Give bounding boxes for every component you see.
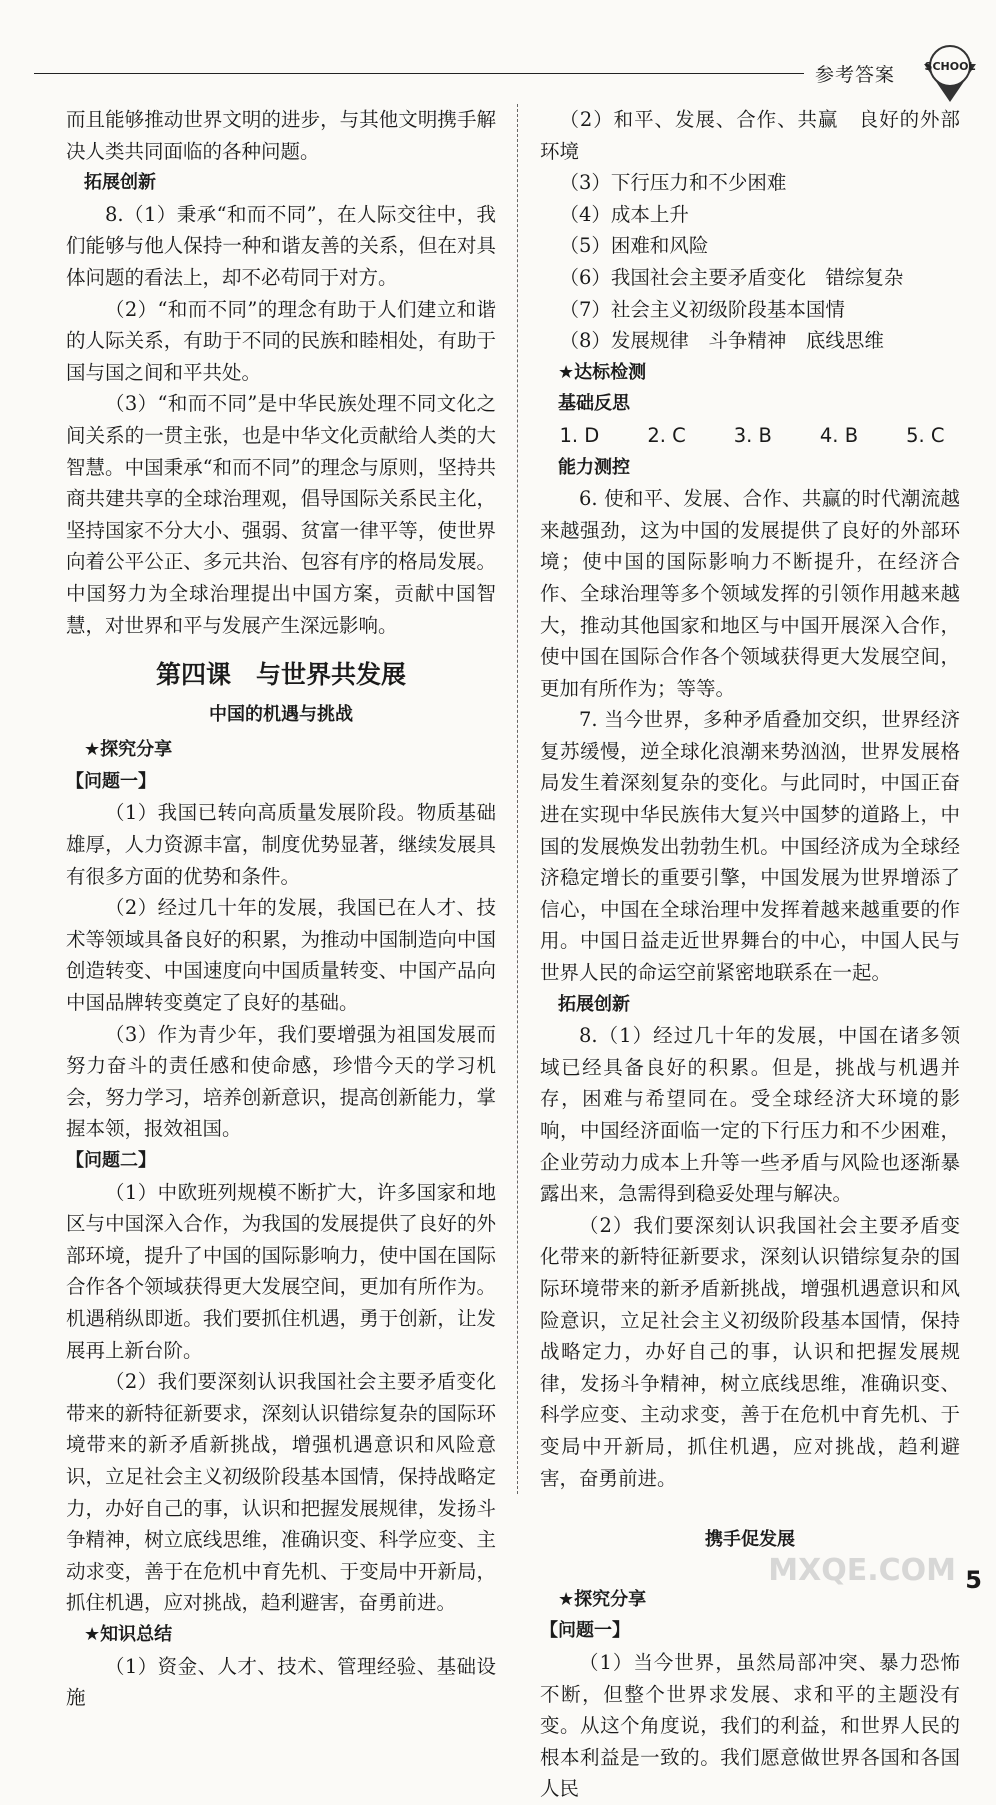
left-column xyxy=(66,104,496,1714)
section-title: 携手促发展 xyxy=(705,1529,795,1551)
question-label: 【问题二】 xyxy=(66,1150,156,1171)
paragraph: （3）作为青少年，我们要增强为祖国发展而努力奋斗的责任感和使命感，珍惜今天的学习机会，努力学习，培养创新意识，提高创新能力，掌握本领，报效祖国。 xyxy=(66,1022,496,1141)
paragraph: （1）中欧班列规模不断扩大，许多国家和地区与中国深入合作，为我国的发展提供了良好的外部环境，提升了中国的国际影响力，使中国在国际合作各个领域获得更大发展空间，更加有所作为。机遇稍纵即逝。我们要抓住机遇，勇于创新，让发展再上新台阶。 xyxy=(66,1180,496,1362)
list-item: （8）发展规律 斗争精神 底线思维 xyxy=(559,329,884,353)
section-title: 中国的机遇与挑战 xyxy=(209,703,353,725)
paragraph: （2）“和而不同”的理念有助于人们建立和谐的人际关系，有助于不同的民族和睦相处，有助于国与国之间和平共处。 xyxy=(66,297,496,384)
subheading: ★达标检测 xyxy=(558,361,647,383)
question-label: 【问题一】 xyxy=(66,770,156,792)
paragraph: （2）经过几十年的发展，我国已在人才、技术等领域具备良好的积累，为推动中国制造向中国创造转变、中国速度向中国质量转变、中国产品向中国品牌转变奠定了良好的基础。 xyxy=(66,896,496,1015)
header-title: 参考答案 xyxy=(815,64,896,86)
list-item: （6）我国社会主要矛盾变化 错综复杂 xyxy=(559,265,904,289)
paragraph: （1）资金、人才、技术、管理经验、基础设施 xyxy=(66,1654,496,1710)
paragraph: 6. 使和平、发展、合作、共赢的时代潮流越来越强劲，这为中国的发展提供了良好的外部环境；使中国的国际影响力不断提升，在经济合作、全球治理等多个领域发挥的引领作用越来越大，推动其他国家和地区与中国开展深入合作，使中国在国际合作各个领域获得更大发展空间，更加有所作为；等等。 xyxy=(540,487,960,700)
lesson-title: 第四课 与世界共发展 xyxy=(155,660,406,690)
answer: 1. D xyxy=(559,423,600,447)
answer: 2. C xyxy=(647,423,686,447)
answer: 3. B xyxy=(733,423,772,447)
list-item: （4）成本上升 xyxy=(559,202,689,226)
logo-text: SCHOOL xyxy=(924,60,976,73)
header-rule xyxy=(34,73,804,74)
paragraph: 8.（1）秉承“和而不同”，在人际交往中，我们能够与他人保持一种和谐友善的关系，但在对具体问题的看法上，却不必苟同于对方。 xyxy=(66,202,496,289)
list-item: （5）困难和风险 xyxy=(559,234,709,258)
column-divider xyxy=(517,104,518,1494)
paragraph: （2）我们要深刻认识我国社会主要矛盾变化带来的新特征新要求，深刻认识错综复杂的国际环境带来的新矛盾新挑战，增强机遇意识和风险意识，立足社会主义初级阶段基本国情，保持战略定力，办好自己的事，认识和把握发展规律，发扬斗争精神，树立底线思维，准确识变、科学应变、主动求变，善于在危机中育先机、于变局中开新局，抓住机遇，应对挑战，趋利避害，奋勇前进。 xyxy=(66,1370,496,1615)
watermark: MXQE.COM xyxy=(768,1553,956,1588)
paragraph: 8.（1）经过几十年的发展，中国在诸多领域已经具备良好的积累。但是，挑战与机遇并存，困难与希望同在。受全球经济大环境的影响，中国经济面临一定的下行压力和不少困难，企业劳动力成本上升等一些矛盾与风险也逐渐暴露出来，急需得到稳妥处理与解决。 xyxy=(540,1024,960,1206)
subheading: ★探究分享 xyxy=(558,1588,647,1610)
list-item: （7）社会主义初级阶段基本国情 xyxy=(559,297,845,321)
paragraph: （1）当今世界，虽然局部冲突、暴力恐怖不断，但整个世界求发展、求和平的主题没有变。从这个角度说，我们的利益，和世界人民的根本利益是一致的。我们愿意做世界各国和各国人民 xyxy=(540,1650,960,1801)
list-item: （2）和平、发展、合作、共赢 良好的外部环境 xyxy=(540,108,960,163)
paragraph: 而且能够推动世界文明的进步，与其他文明携手解决人类共同面临的各种问题。 xyxy=(66,108,496,163)
right-column xyxy=(540,104,960,1805)
answer: 5. C xyxy=(906,423,945,447)
answer: 4. B xyxy=(819,423,859,447)
school-logo-icon xyxy=(918,40,982,104)
page-number: 5 xyxy=(965,1566,982,1594)
subheading: ★知识总结 xyxy=(84,1623,173,1645)
list-item: （3）下行压力和不少困难 xyxy=(559,171,787,195)
paragraph: （2）我们要深刻认识我国社会主要矛盾变化带来的新特征新要求，深刻认识错综复杂的国际环境带来的新矛盾新挑战，增强机遇意识和风险意识，立足社会主义初级阶段基本国情，保持战略定力，办好自己的事，认识和把握发展规律，发扬斗争精神，树立底线思维，准确识变、科学应变、主动求变，善于在危机中育先机、于变局中开新局，抓住机遇，应对挑战，趋利避害，奋勇前进。 xyxy=(540,1213,960,1490)
answer-row xyxy=(540,420,945,452)
subheading: 基础反思 xyxy=(558,393,630,415)
question-label: 【问题一】 xyxy=(540,1620,630,1642)
subheading: ★探究分享 xyxy=(84,739,173,761)
subheading: 能力测控 xyxy=(558,456,630,478)
subheading: 拓展创新 xyxy=(84,172,156,194)
subheading: 拓展创新 xyxy=(558,993,630,1015)
paragraph: （1）我国已转向高质量发展阶段。物质基础雄厚，人力资源丰富，制度优势显著，继续发展具有很多方面的优势和条件。 xyxy=(66,801,496,888)
paragraph: 7. 当今世界，多种矛盾叠加交织，世界经济复苏缓慢，逆全球化浪潮来势汹汹，世界发展格局发生着深刻复杂的变化。与此同时，中国正奋进在实现中华民族伟大复兴中国梦的道路上，中国的发展焕发出勃勃生机。中国经济成为全球经济稳定增长的重要引擎，中国发展为世界增添了信心，中国在全球治理中发挥着越来越重要的作用。中国日益走近世界舞台的中心，中国人民与世界人民的命运空前紧密地联系在一起。 xyxy=(540,708,960,985)
paragraph: （3）“和而不同”是中华民族处理不同文化之间关系的一贯主张，也是中华文化贡献给人类的大智慧。中国秉承“和而不同”的理念与原则，坚持共商共建共享的全球治理观，倡导国际关系民主化，坚持国家不分大小、强弱、贫富一律平等，使世界向着公平公正、多元共治、包容有序的格局发展。中国努力为全球治理提出中国方案，贡献中国智慧，对世界和平与发展产生深远影响。 xyxy=(66,392,496,637)
